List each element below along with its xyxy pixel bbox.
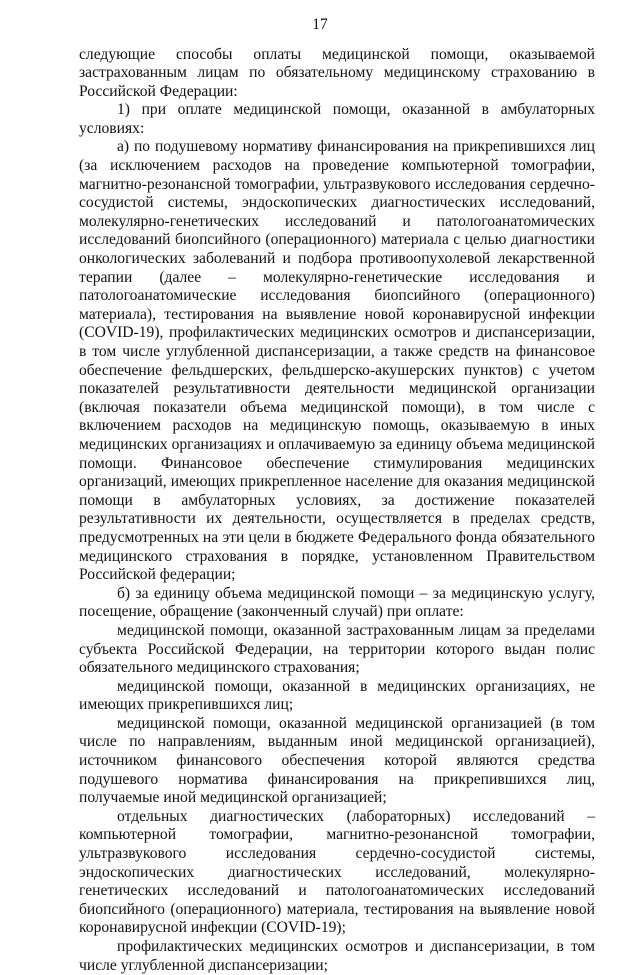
document-body: [79, 46, 595, 975]
paragraph-item-1-outpatient: 1) при оплате медицинской помощи, оказанной в амбулаторных условиях:: [79, 101, 595, 138]
paragraph-item-a-per-capita: а) по подушевому нормативу финансирования на прикрепившихся лиц (за исключением расходов на проведение компьютерной томографии, магнитно-резонансной томографии, ультразвукового исследования сердечно-сосудистой системы, эндоскопических диагностических исследований, молекулярно-генетических исследований и патологоанатомических исследований биопсийного (операционного) материала с целью диагностики онкологических заболеваний и подбора противоопухолевой лекарственной терапии (далее – молекулярно-генетические исследования и патологоанатомические исследования биопсийного (операционного) материала), тестирования на выявление новой коронавирусной инфекции (COVID-19), профилактических медицинских осмотров и диспансеризации, в том числе углубленной диспансеризации, а также средств на финансовое обеспечение фельдшерских, фельдшерско-акушерских пунктов) с учетом показателей результативности деятельности медицинской организации (включая показатели объема медицинской помощи), в том числе с включением расходов на медицинскую помощь, оказываемую в иных медицинских организациях и оплачиваемую за единицу объема медицинской помощи. Финансовое обеспечение стимулирования медицинских организаций, имеющих прикрепленное население для оказания медицинской помощи в амбулаторных условиях, за достижение показателей результативности их деятельности, осуществляется в пределах средств, предусмотренных на эти цели в бюджете Федерального фонда обязательного медицинского страхования в порядке, установленном Правительством Российской федерации;: [79, 138, 595, 584]
paragraph-item-b-unit-volume: б) за единицу объема медицинской помощи – за медицинскую услугу, посещение, обращение (законченный случай) при оплате:: [79, 585, 595, 622]
paragraph-no-attached: медицинской помощи, оказанной в медицинских организациях, не имеющих прикрепившихся лиц;: [79, 678, 595, 715]
paragraph-referrals: медицинской помощи, оказанной медицинской организацией (в том числе по направлениям, выданным иной медицинской организацией), источником финансового обеспечения которой являются средства подушевого норматива финансирования на прикрепившихся лиц, получаемые иной медицинской организацией;: [79, 715, 595, 808]
page-number: 17: [0, 16, 640, 34]
paragraph-preventive: профилактических медицинских осмотров и диспансеризации, в том числе углубленной диспансеризации;: [79, 938, 595, 975]
paragraph-out-of-region: медицинской помощи, оказанной застрахованным лицам за пределами субъекта Российской Федерации, на территории которого выдан полис обязательного медицинского страхования;: [79, 622, 595, 678]
paragraph-diagnostics: отдельных диагностических (лабораторных) исследований – компьютерной томографии, магнитно-резонансной томографии, ультразвукового исследования сердечно-сосудистой системы, эндоскопических диагностических исследований, молекулярно-генетических исследований и патологоанатомических исследований биопсийного (операционного) материала, тестирования на выявление новой коронавирусной инфекции (COVID-19);: [79, 808, 595, 938]
paragraph-payment-methods-intro: следующие способы оплаты медицинской помощи, оказываемой застрахованным лицам по обязательному медицинскому страхованию в Российской Федерации:: [79, 46, 595, 102]
